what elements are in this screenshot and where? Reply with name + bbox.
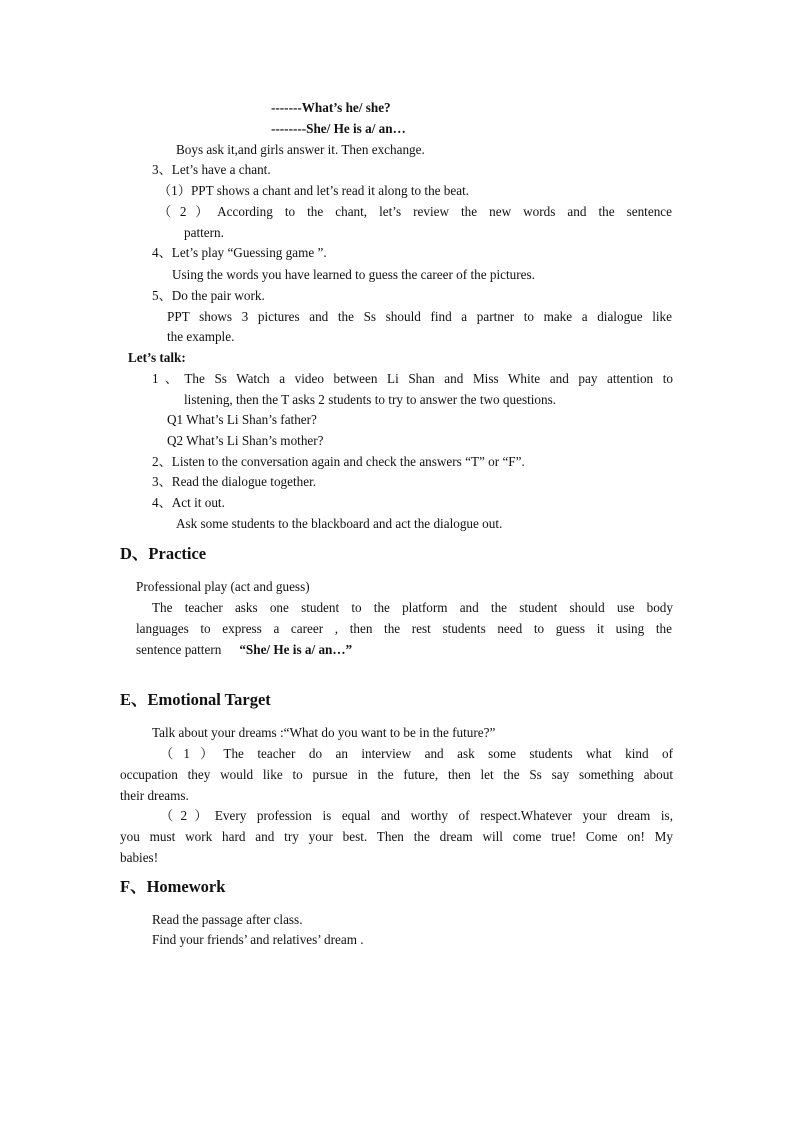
emotional-point-2-line1: （2）Every profession is equal and worthy of respect.Whatever your dream is, xyxy=(160,808,673,823)
lets-talk-item-4: 4、Act it out. xyxy=(152,495,225,510)
practice-line1: Professional play (act and guess) xyxy=(136,579,310,594)
dialogue-question: -------What’s he/ she? xyxy=(271,100,391,115)
homework-heading: F、Homework xyxy=(120,877,226,896)
chant-title: 3、Let’s have a chant. xyxy=(152,162,271,177)
lets-talk-item-1-line1: 1、The Ss Watch a video between Li Shan and Miss White and pay attention to xyxy=(152,371,673,386)
emotional-line1: Talk about your dreams :“What do you want to be in the future?” xyxy=(152,725,496,740)
guessing-game-title: 4、Let’s play “Guessing game ”. xyxy=(152,245,327,260)
emotional-point-1-line3: their dreams. xyxy=(120,788,189,803)
practice-line4 xyxy=(136,642,352,658)
guessing-game-text: Using the words you have learned to guess the career of the pictures. xyxy=(172,267,535,282)
emotional-point-1-line2: occupation they would like to pursue in the future, then let the Ss say something about xyxy=(120,767,673,782)
chant-point-2-line2: pattern. xyxy=(184,225,224,240)
practice-sentence-pattern: “She/ He is a/ an…” xyxy=(239,642,353,657)
practice-line4-text: sentence pattern xyxy=(136,642,222,657)
practice-line2: The teacher asks one student to the platform and the student should use body xyxy=(152,600,673,615)
lets-talk-item-1-line2: listening, then the T asks 2 students to try to answer the two questions. xyxy=(184,392,557,407)
lets-talk-item-3: 3、Read the dialogue together. xyxy=(152,474,317,489)
emotional-point-2-line3: babies! xyxy=(120,850,159,865)
pair-work-title: 5、Do the pair work. xyxy=(152,288,265,303)
lets-talk-item-4-detail: Ask some students to the blackboard and act the dialogue out. xyxy=(176,516,503,531)
practice-heading: D、Practice xyxy=(120,544,207,563)
chant-point-1: （1）PPT shows a chant and let’s read it along to the beat. xyxy=(158,183,470,198)
homework-line1: Read the passage after class. xyxy=(152,912,303,927)
emotional-point-1-line1: （1）The teacher do an interview and ask some students what kind of xyxy=(160,746,673,761)
pair-work-line2: the example. xyxy=(167,329,235,344)
lets-talk-heading: Let’s talk: xyxy=(128,350,186,365)
practice-line3: languages to express a career , then the rest students need to guess it using the xyxy=(136,621,672,636)
lets-talk-item-2: 2、Listen to the conversation again and check the answers “T” or “F”. xyxy=(152,454,525,469)
question-1: Q1 What’s Li Shan’s father? xyxy=(167,412,317,427)
chant-point-2-line1: （2）According to the chant, let’s review the new words and the sentence xyxy=(158,204,672,219)
question-2: Q2 What’s Li Shan’s mother? xyxy=(167,433,324,448)
homework-line2: Find your friends’ and relatives’ dream . xyxy=(152,932,364,947)
emotional-target-heading: E、Emotional Target xyxy=(120,690,271,709)
emotional-point-2-line2: you must work hard and try your best. Then the dream will come true! Come on! My xyxy=(120,829,673,844)
boys-girls-note: Boys ask it,and girls answer it. Then exchange. xyxy=(176,142,425,157)
pair-work-line1: PPT shows 3 pictures and the Ss should find a partner to make a dialogue like xyxy=(167,309,672,324)
dialogue-answer: --------She/ He is a/ an… xyxy=(271,121,406,136)
